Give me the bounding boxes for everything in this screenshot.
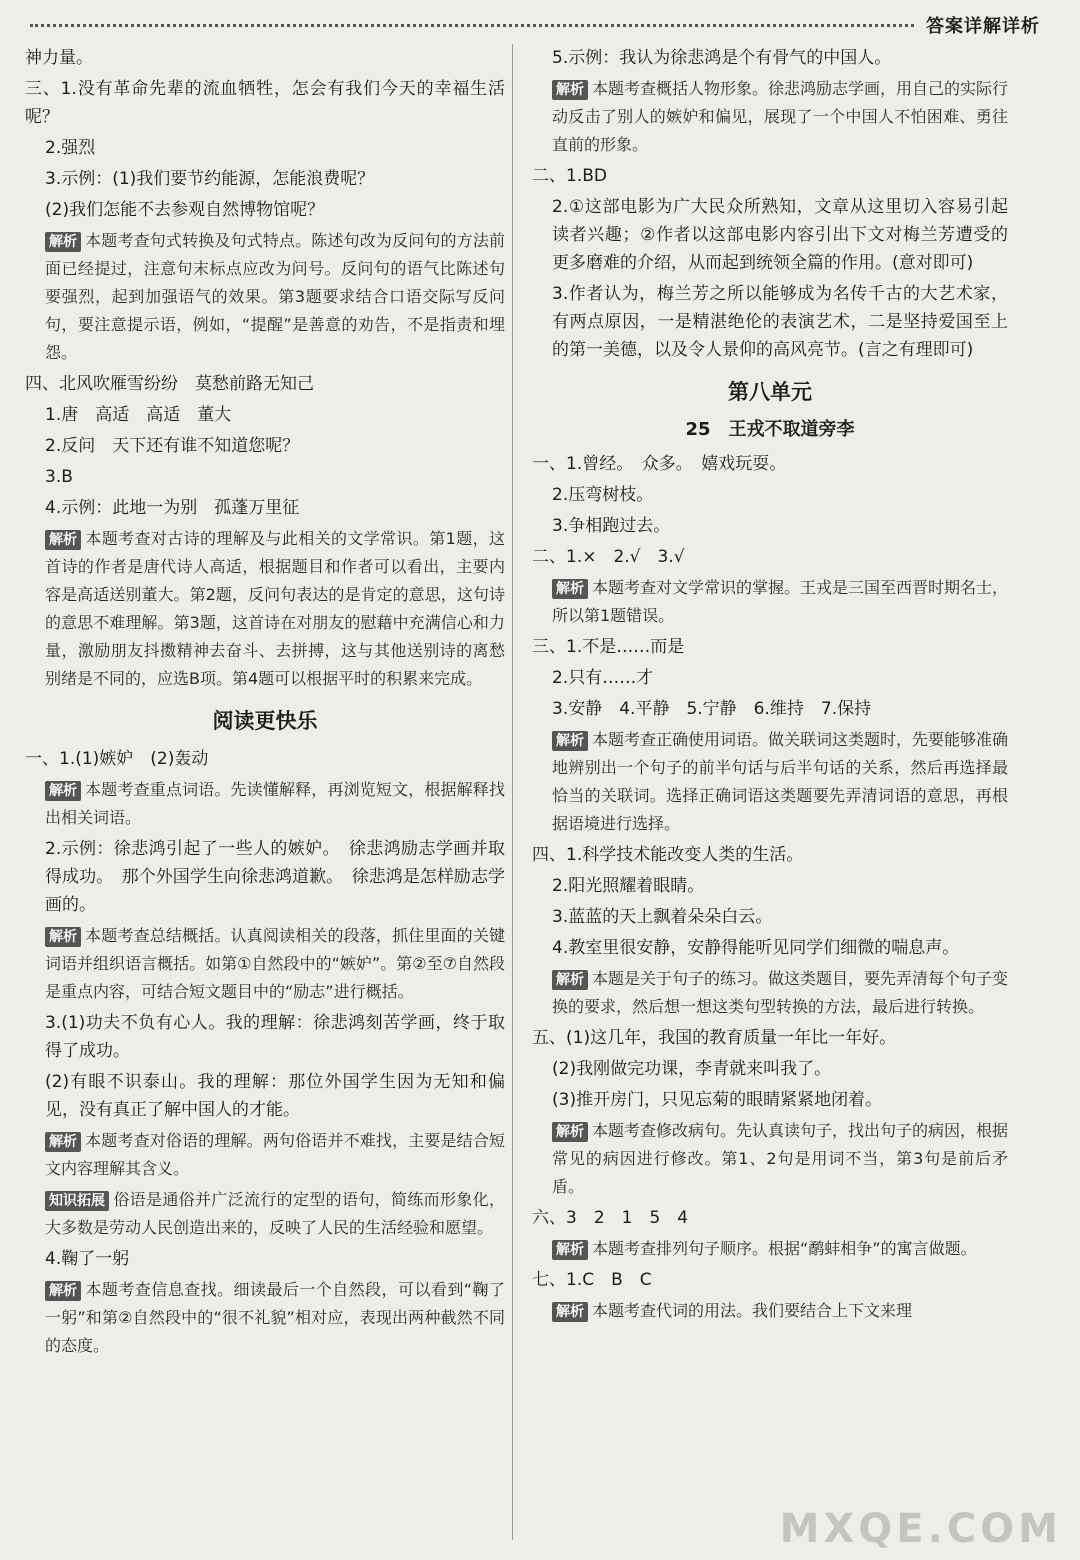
analysis-note [25, 922, 505, 1006]
analysis-note [25, 227, 505, 367]
header-dotted-rule [30, 24, 914, 27]
analysis-text: 本题考查对俗语的理解。两句俗语并不难找，主要是结合短文内容理解其含义。 [45, 1131, 505, 1178]
answer-line: (2)有眼不识泰山。我的理解：那位外国学生因为无知和偏见，没有真正了解中国人的才能。 [45, 1072, 505, 1120]
analysis-text: 本题考查概括人物形象。徐悲鸿励志学画，用自己的实际行动反击了别人的嫉妒和偏见，展现了一个中国人不怕困难、勇往直前的形象。 [552, 79, 1009, 154]
analysis-tag: 解析 [552, 579, 588, 599]
answer-line: 3.争相跑过去。 [552, 516, 671, 536]
page-header [30, 10, 1040, 40]
analysis-tag: 解析 [45, 232, 81, 252]
answer-line: 3.示例：(1)我们要节约能源，怎能浪费呢？ [45, 169, 375, 189]
analysis-tag: 解析 [552, 80, 588, 100]
analysis-tag: 解析 [45, 781, 81, 801]
answer-line: 2.①这部电影为广大民众所熟知，文章从这里切入容易引起读者兴趣；②作者以这部电影内容引出下文对梅兰芳遭受的更多磨难的介绍，从而起到统领全篇的作用。(意对即可) [552, 197, 1008, 273]
answer-line: 二、1.BD [532, 166, 607, 186]
section-heading: 阅读更快乐 [212, 709, 318, 733]
analysis-text: 俗语是通俗并广泛流行的定型的语句，简练而形象化，大多数是劳动人民创造出来的，反映了人民的生活经验和愿望。 [45, 1190, 505, 1237]
header-title: 答案详解详析 [926, 16, 1040, 37]
analysis-tag: 解析 [45, 1132, 81, 1152]
analysis-text: 本题考查对古诗的理解及与此相关的文学常识。第1题，这首诗的作者是唐代诗人高适，根据题目和作者可以看出，主要内容是高适送别董大。第2题，反问句表达的是肯定的意思，这句诗的意思不难理解。第3题，这首诗在对朋友的慰藉中充满信心和力量，激励朋友抖擞精神去奋斗、去拼搏，这与其他送别诗的离愁别绪是不同的，应选B项。第4题可以根据平时的积累来完成。 [45, 529, 505, 688]
answer-line: 3.B [45, 467, 73, 487]
analysis-tag: 知识拓展 [45, 1191, 109, 1211]
analysis-note [25, 1186, 505, 1242]
section-heading: 第八单元 [728, 380, 812, 404]
answer-line: (3)推开房门，只见忘菊的眼睛紧紧地闭着。 [552, 1090, 883, 1110]
analysis-note [25, 776, 505, 832]
analysis-text: 本题考查总结概括。认真阅读相关的段落，抓住里面的关键词语并组织语言概括。如第①自然段中的“嫉妒”。第②至⑦自然段是重点内容，可结合短文题目中的“励志”进行概括。 [45, 926, 505, 1001]
analysis-note [25, 1127, 505, 1183]
answer-line: 2.阳光照耀着眼睛。 [552, 876, 705, 896]
analysis-note [532, 75, 1008, 159]
analysis-text: 本题考查修改病句。先认真读句子，找出句子的病因，根据常见的病因进行修改。第1、2句是用词不当，第3句是前后矛盾。 [552, 1121, 1009, 1196]
answer-line: 4.教室里很安静，安静得能听见同学们细微的喘息声。 [552, 938, 960, 958]
analysis-note [532, 726, 1008, 838]
analysis-text: 本题考查代词的用法。我们要结合上下文来理 [592, 1301, 913, 1320]
analysis-note [532, 1235, 1008, 1263]
right-column [532, 44, 1008, 1550]
answer-line: (2)我们怎能不去参观自然博物馆呢？ [45, 200, 325, 220]
analysis-text: 本题考查排列句子顺序。根据“鹬蚌相争”的寓言做题。 [592, 1239, 977, 1258]
analysis-text: 本题考查句式转换及句式特点。陈述句改为反问句的方法前面已经提过，注意句末标点应改为问号。反问句的语气比陈述句要强烈，起到加强语气的效果。第3题要求结合口语交际写反问句，要注意提示语，例如，“提醒”是善意的劝告，不是指责和埋怨。 [45, 231, 505, 362]
answer-line: 五、(1)这几年，我国的教育质量一年比一年好。 [532, 1028, 897, 1048]
analysis-note [532, 1297, 1008, 1325]
analysis-tag: 解析 [45, 927, 81, 947]
analysis-note [25, 525, 505, 693]
analysis-text: 本题考查正确使用词语。做关联词这类题时，先要能够准确地辨别出一个句子的前半句话与后半句话的关系，然后再选择最恰当的关联词。选择正确词语这类题要先弄清词语的意思，再根据语境进行选择。 [552, 730, 1009, 833]
answer-line: 四、北风吹雁雪纷纷 莫愁前路无知己 [25, 374, 314, 394]
answer-line: 4.示例：此地一为别 孤蓬万里征 [45, 498, 300, 518]
answer-line: 2.示例：徐悲鸿引起了一些人的嫉妒。 徐悲鸿励志学画并取得成功。 那个外国学生向徐悲鸿道歉。 徐悲鸿是怎样励志学画的。 [45, 839, 505, 915]
answer-line: 2.只有……才 [552, 668, 654, 688]
analysis-text: 本题考查重点词语。先读懂解释，再浏览短文，根据解释找出相关词语。 [45, 780, 505, 827]
answer-line: 5.示例：我认为徐悲鸿是个有骨气的中国人。 [552, 48, 892, 68]
analysis-tag: 解析 [45, 1281, 81, 1301]
answer-line: 3.蓝蓝的天上飘着朵朵白云。 [552, 907, 773, 927]
answer-line: 3.(1)功夫不负有心人。我的理解：徐悲鸿刻苦学画，终于取得了成功。 [45, 1013, 505, 1061]
column-divider [512, 44, 513, 1540]
answer-line: 神力量。 [25, 48, 93, 68]
lesson-title: 25 王戎不取道旁李 [685, 419, 855, 440]
answer-line: 3.作者认为，梅兰芳之所以能够成为名传千古的大艺术家，有两点原因，一是精湛绝伦的表演艺术，二是坚持爱国至上的第一美德，以及令人景仰的高风亮节。(言之有理即可) [552, 284, 1008, 360]
analysis-tag: 解析 [552, 1302, 588, 1322]
answer-line: 一、1.(1)嫉妒 (2)轰动 [25, 749, 209, 769]
answer-line: 1.唐 高适 高适 董大 [45, 405, 232, 425]
answer-line: (2)我刚做完功课，李青就来叫我了。 [552, 1059, 832, 1079]
answer-line: 三、1.不是……而是 [532, 637, 685, 657]
analysis-tag: 解析 [45, 530, 81, 550]
answer-line: 四、1.科学技术能改变人类的生活。 [532, 845, 804, 865]
analysis-note [532, 965, 1008, 1021]
analysis-note [532, 574, 1008, 630]
analysis-tag: 解析 [552, 1122, 588, 1142]
analysis-text: 本题是关于句子的练习。做这类题目，要先弄清每个句子变换的要求，然后想一想这类句型转换的方法，最后进行转换。 [552, 969, 1009, 1016]
analysis-text: 本题考查信息查找。细读最后一个自然段，可以看到“鞠了一躬”和第②自然段中的“很不礼貌”相对应，表现出两种截然不同的态度。 [45, 1280, 505, 1355]
answer-line: 3.安静 4.平静 5.宁静 6.维持 7.保持 [552, 699, 872, 719]
analysis-note [25, 1276, 505, 1360]
answer-line: 2.压弯树枝。 [552, 485, 654, 505]
answer-line: 三、1.没有革命先辈的流血牺牲，怎会有我们今天的幸福生活呢？ [25, 79, 505, 127]
answer-line: 六、3 2 1 5 4 [532, 1208, 689, 1228]
answer-line: 一、1.曾经。 众多。 嬉戏玩耍。 [532, 454, 787, 474]
answer-line: 2.反问 天下还有谁不知道您呢？ [45, 436, 300, 456]
analysis-tag: 解析 [552, 1240, 588, 1260]
analysis-text: 本题考查对文学常识的掌握。王戎是三国至西晋时期名士，所以第1题错误。 [552, 578, 1009, 625]
answer-line: 2.强烈 [45, 138, 96, 158]
answer-line: 4.鞠了一躬 [45, 1249, 130, 1269]
analysis-note [532, 1117, 1008, 1201]
watermark-logo: MXQE.COM [779, 1506, 1062, 1552]
analysis-tag: 解析 [552, 970, 588, 990]
answer-line: 七、1.C B C [532, 1270, 652, 1290]
answer-line: 二、1.× 2.√ 3.√ [532, 547, 685, 567]
analysis-tag: 解析 [552, 731, 588, 751]
left-column [25, 44, 505, 1550]
